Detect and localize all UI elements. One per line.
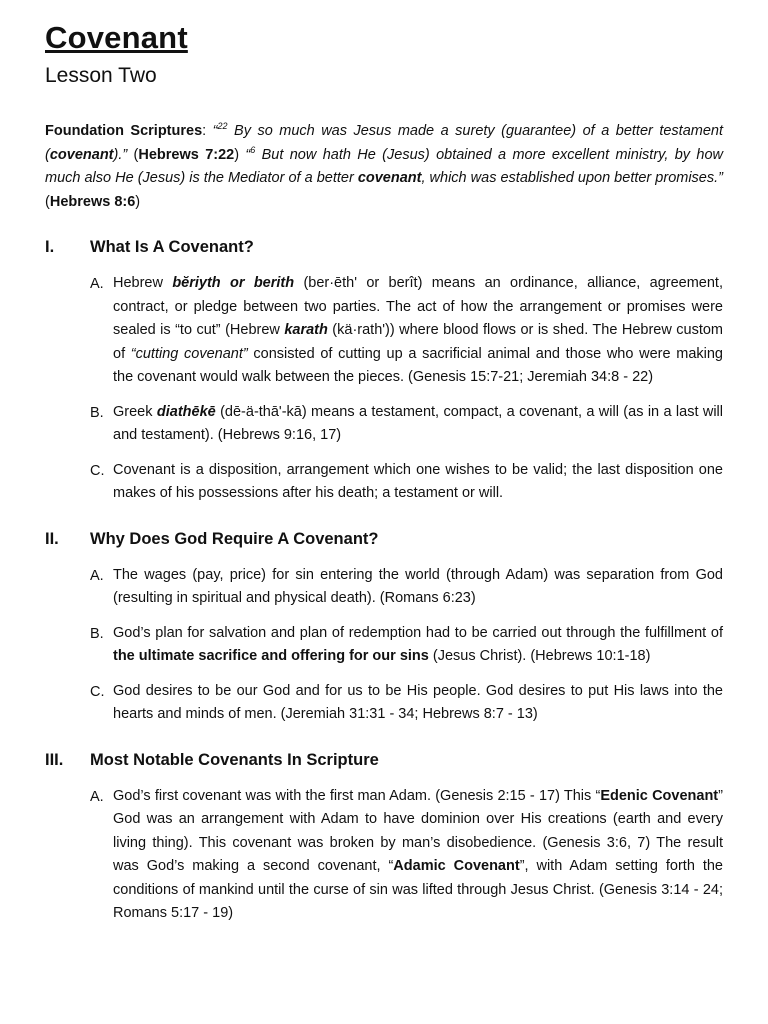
list-item: B. Greek diathēkē (dē-ä-thā'-kā) means a testament, compact, a covenant, a will (as in a last will and testament). (Hebrews 9:16, 17) [90,403,723,443]
section-notable-covenants [45,751,723,926]
item-letter: B. [90,404,104,421]
list-item: A. The wages (pay, price) for sin entering the world (through Adam) was separation from God (resulting in spiritual and physical death). (Romans 6:23) [90,566,723,606]
item-letter: C. [90,683,105,700]
item-letter: C. [90,462,105,479]
section-heading [45,751,723,777]
section-title: What Is A Covenant? [90,238,254,256]
page-subtitle: Lesson Two [45,64,157,87]
page-title: Covenant [45,20,188,55]
item-letter: A. [90,567,104,584]
section-number: III. [45,750,64,769]
section-title: Why Does God Require A Covenant? [90,529,379,548]
list-item: C. God desires to be our God and for us to be His people. God desires to put His laws into the hearts and minds of men. (Jeremiah 31:31 - 34; Hebrews 8:7 - 13) [90,682,723,722]
list-item: B. God’s plan for salvation and plan of redemption had to be carried out through the fulfillment of the ultimate sacrifice and offering for our sins (Jesus Christ). (Hebrews 10:1-18) [90,624,723,664]
document-page [45,18,723,926]
quote-hebrews-8-6: “$^6$ But now hath He (Jesus) obtained a more excellent ministry, by how much also He (Jesus) is the Mediator of a better covenant, which was established upon better promises.” [45,144,723,186]
section-what-is-a-covenant [45,238,723,506]
list-item: A. God’s first covenant was with the first man Adam. (Genesis 2:15 - 17) This “Edenic Covenant” God was an arrangement with Adam to have dominion over His creations (earth and every living thing). This covenant was broken by man’s disobedience. (Genesis 3:6, 7) The result was God’s making a second covenant, “Adamic Covenant”, with Adam setting forth the conditions of mankind until the curse of sin was lifted through Jesus Christ. (Genesis 3:14 - 24; Romans 5:17 - 19) [90,787,723,921]
item-letter: A. [90,788,104,805]
item-letter: B. [90,625,104,642]
reference-hebrews-7-22: Hebrews 7:22 [138,146,235,163]
section-heading [45,530,723,556]
reference-hebrews-8-6: Hebrews 8:6 [49,193,136,210]
section-number: II. [45,529,59,548]
section-why-god-requires-covenant [45,530,723,727]
section-number: I. [45,238,55,256]
section-heading [45,238,723,264]
quote-hebrews-7-22: “$^{22}$ By so much was Jesus made a surety (guarantee) of a better testament (covenant).” [45,121,724,163]
list-item: A. Hebrew bĕriyth or berith (ber·ēth' or berît) means an ordinance, alliance, agreement, contract, or pledge between two parties. The act of how the arrangement or promises were sealed is “to cut” (Hebrew karath (kä·rath')) where blood flows or is shed. The Hebrew custom of “cutting covenant” consisted of cutting up a sacrificial animal and those who were making the covenant would walk between the pieces. (Genesis 15:7-21; Jeremiah 34:8 - 22) [90,275,723,385]
section-title: Most Notable Covenants In Scripture [90,750,379,769]
list-item: C. Covenant is a disposition, arrangement which one wishes to be valid; the last disposition one makes of his possessions after his death; a testament or will. [90,461,723,501]
foundation-label: Foundation Scriptures [45,123,203,139]
item-letter: A. [90,276,104,292]
foundation-scriptures: Foundation Scriptures: “$^{22}$ By so much was Jesus made a surety (guarantee) of a better testament (covenant).” (Hebrews 7:22) “$^6$ But now hath He (Jesus) obtained a more excellent ministry, by how much also He (Jesus) is the Mediator of a better covenant, which was established upon better promises.” (Hebrews 8:6) [45,121,724,210]
